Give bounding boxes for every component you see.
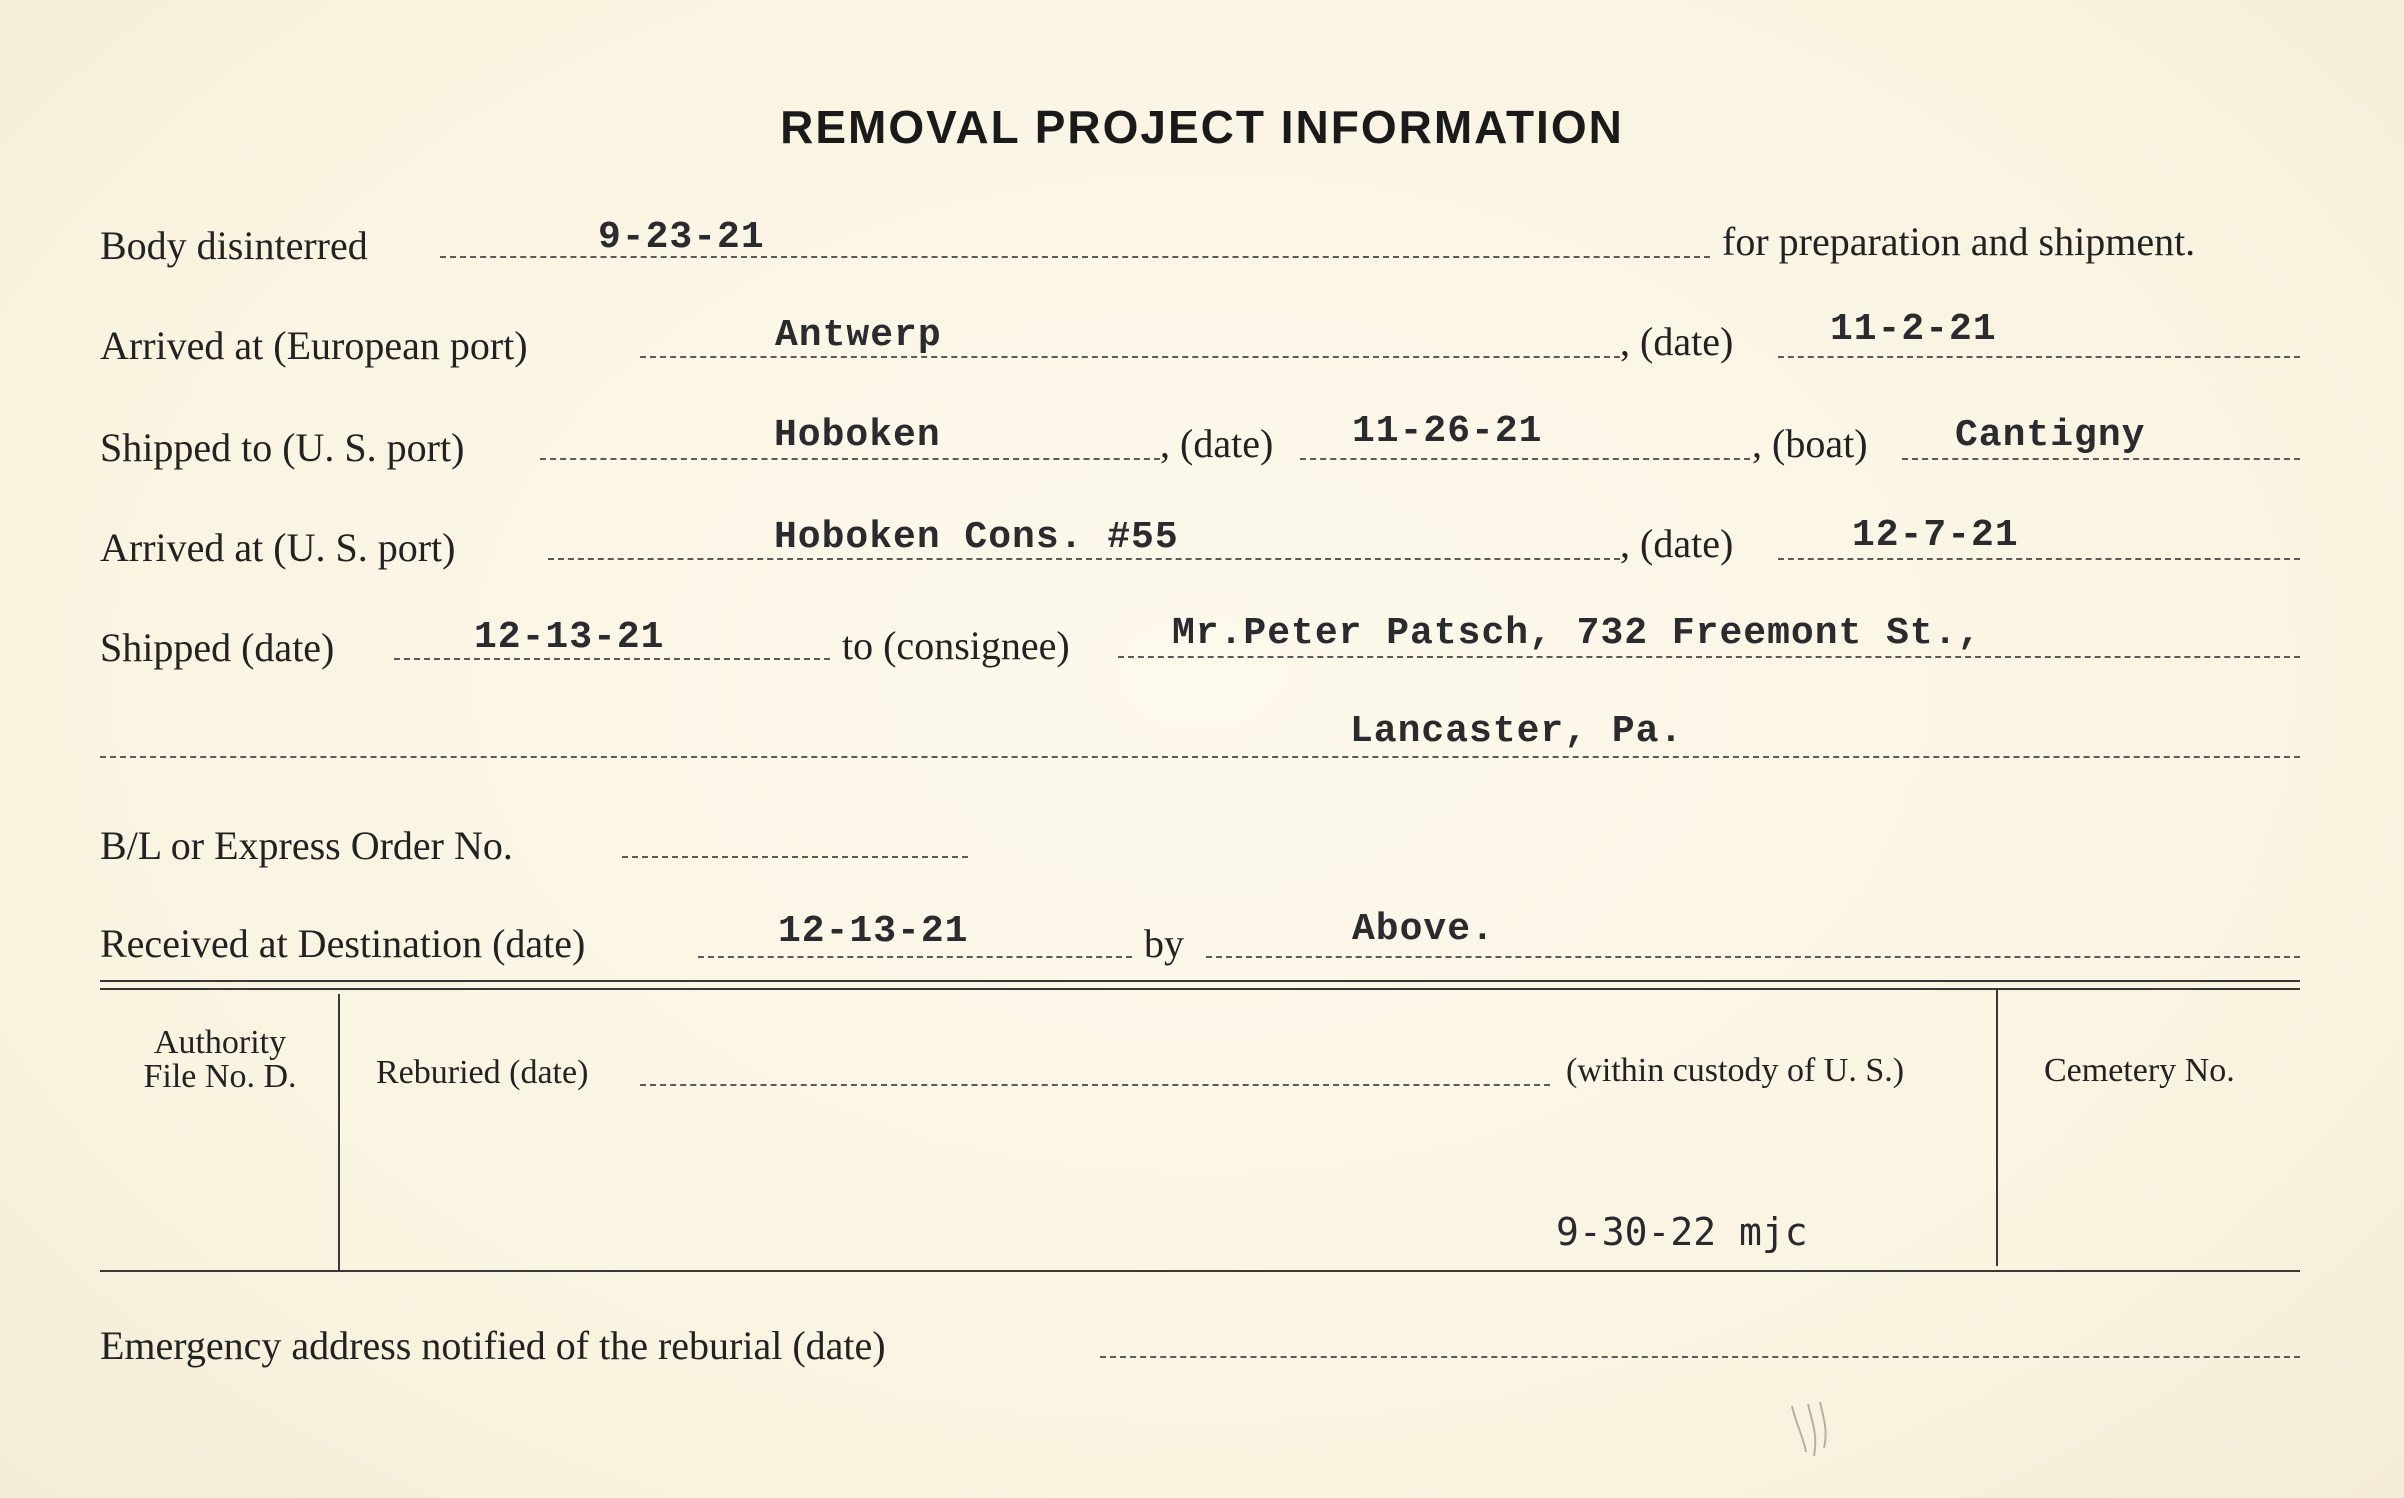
arrived-us-date: 12-7-21 <box>1852 514 2019 557</box>
received-by-line <box>1206 956 2300 958</box>
bl-label: B/L or Express Order No. <box>100 823 513 868</box>
received-date-line <box>698 956 1132 958</box>
arrived-us-label: Arrived at (U. S. port) <box>100 525 456 570</box>
consignee-line <box>1118 656 2300 658</box>
shipped-us-line <box>540 458 1160 460</box>
bl-line <box>622 856 968 858</box>
shipped-date-label: Shipped (date) <box>100 625 335 670</box>
shipped-us-date: 11-26-21 <box>1352 410 1543 453</box>
body-disinterred-suffix: for preparation and shipment. <box>1722 219 2196 264</box>
arrived-european-date-label: , (date) <box>1620 319 1734 364</box>
shipped-us-boat-label: , (boat) <box>1752 421 1868 466</box>
custody-label: (within custody of U. S.) <box>1566 1052 1905 1089</box>
body-disinterred-label: Body disinterred <box>100 223 368 268</box>
table-divider-left <box>338 994 340 1270</box>
consignee-line2: Lancaster, Pa. <box>1350 710 1684 753</box>
reburied-line <box>640 1084 1550 1086</box>
shipped-date-value: 12-13-21 <box>474 616 665 659</box>
emergency-line <box>1100 1356 2300 1358</box>
authority-file-label <box>110 1026 330 1094</box>
reburied-note: 9-30-22 mjc <box>1556 1210 1808 1254</box>
reburied-label: Reburied (date) <box>376 1054 589 1091</box>
authority-label-line1: Authority <box>153 1024 287 1061</box>
pencil-mark <box>1784 1394 1844 1464</box>
arrived-european-port: Antwerp <box>775 314 942 357</box>
cemetery-no-label: Cemetery No. <box>2044 1052 2235 1089</box>
consignee-line1: Mr.Peter Patsch, 732 Freemont St., <box>1172 612 1982 655</box>
received-by-label: by <box>1144 921 1184 966</box>
shipped-us-label: Shipped to (U. S. port) <box>100 425 465 470</box>
received-date-value: 12-13-21 <box>778 910 969 953</box>
arrived-us-date-label: , (date) <box>1620 521 1734 566</box>
shipped-us-port: Hoboken <box>774 414 941 457</box>
body-disinterred-value: 9-23-21 <box>598 216 765 259</box>
table-divider-right <box>1996 990 1998 1266</box>
shipped-us-boat-line <box>1902 458 2300 460</box>
received-by-value: Above. <box>1352 908 1495 951</box>
authority-label-line2: File No. D. <box>143 1058 297 1095</box>
arrived-us-date-line <box>1778 558 2300 560</box>
arrived-european-date: 11-2-21 <box>1830 308 1997 351</box>
arrived-european-label: Arrived at (European port) <box>100 323 528 368</box>
arrived-european-date-line <box>1778 356 2300 358</box>
arrived-us-port: Hoboken Cons. #55 <box>774 516 1179 559</box>
received-label: Received at Destination (date) <box>100 921 586 966</box>
shipped-us-date-label: , (date) <box>1160 421 1274 466</box>
page-title: REMOVAL PROJECT INFORMATION <box>780 101 1624 153</box>
shipped-us-boat: Cantigny <box>1955 414 2146 457</box>
emergency-label: Emergency address notified of the reburial (date) <box>100 1323 886 1368</box>
table-top-rule-double <box>100 988 2300 990</box>
table-top-rule <box>100 980 2300 982</box>
table-bottom-rule <box>100 1270 2300 1272</box>
consignee-continuation-line <box>100 756 2300 758</box>
consignee-label: to (consignee) <box>842 623 1070 668</box>
shipped-us-date-line <box>1300 458 1750 460</box>
